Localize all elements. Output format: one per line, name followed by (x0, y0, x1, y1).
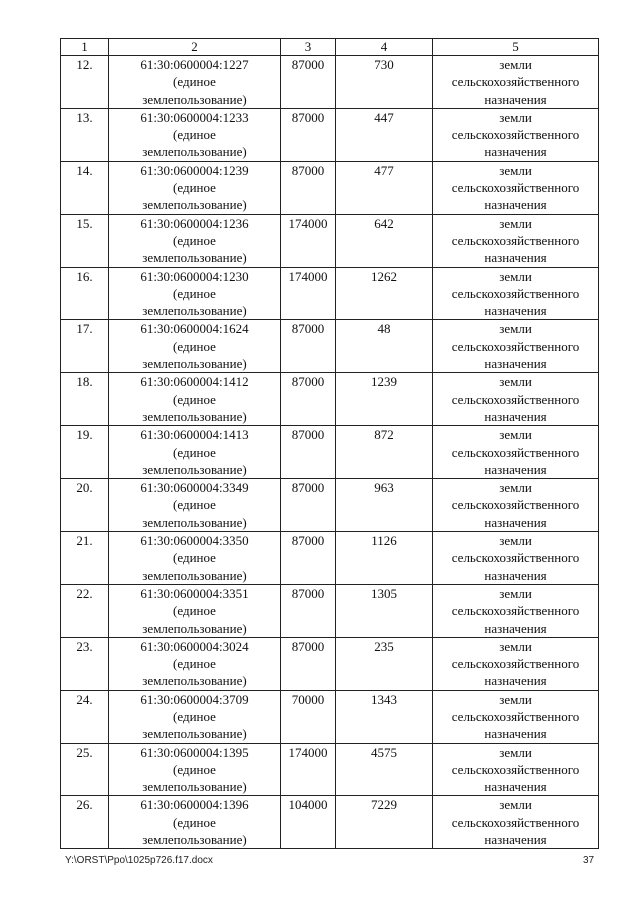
column-3-cell (281, 373, 336, 426)
cadastral-number: 61:30:0600004:1239 (140, 162, 249, 178)
land-category-line-1: земли (499, 533, 532, 549)
row-number: 20. (76, 480, 93, 496)
land-category-cell (433, 426, 599, 479)
column-4-cell (336, 532, 433, 585)
land-category-line-3: назначения (484, 408, 547, 424)
cadastral-cell (109, 690, 281, 743)
table-row (61, 108, 599, 161)
cadastral-cell (109, 479, 281, 532)
land-category-cell (433, 267, 599, 320)
column-3-value: 87000 (291, 57, 325, 72)
land-category-line-3: назначения (484, 197, 547, 213)
cadastral-number: 61:30:0600004:1236 (140, 215, 249, 231)
column-3-cell (281, 214, 336, 267)
land-category-cell (433, 479, 599, 532)
land-category-cell (433, 214, 599, 267)
land-category-line-1: земли (499, 374, 532, 390)
column-4-cell (336, 796, 433, 849)
cadastral-number: 61:30:0600004:3709 (140, 691, 249, 707)
column-3-value: 174000 (288, 744, 328, 760)
land-category-line-1: земли (499, 427, 532, 443)
table-row (61, 214, 599, 267)
land-category-cell (433, 56, 599, 109)
column-header-1: 1 (61, 39, 109, 56)
land-category-line-2: сельскохозяйственного (451, 127, 580, 143)
row-number: 22. (76, 585, 93, 601)
column-3-cell (281, 743, 336, 796)
land-category-line-1: земли (499, 109, 532, 125)
land-category-line-2: сельскохозяйственного (451, 708, 580, 724)
cadastral-note-line-2: землепользование) (142, 91, 247, 107)
cadastral-cell (109, 584, 281, 637)
land-category-cell (433, 161, 599, 214)
table-header-row (61, 39, 599, 56)
cadastral-number: 61:30:0600004:3024 (140, 638, 249, 654)
table-row (61, 743, 599, 796)
row-number: 13. (76, 109, 93, 125)
land-category-line-2: сельскохозяйственного (451, 338, 580, 354)
land-category-cell (433, 108, 599, 161)
land-category-line-3: назначения (484, 303, 547, 319)
cadastral-note-line-2: землепользование) (142, 620, 247, 636)
land-category-line-1: земли (499, 585, 532, 601)
land-category-line-2: сельскохозяйственного (451, 497, 580, 513)
row-number: 12. (76, 57, 93, 72)
cadastral-note-line-2: землепользование) (142, 461, 247, 477)
row-number-cell (61, 584, 109, 637)
land-category-line-3: назначения (484, 144, 547, 160)
column-3-cell (281, 161, 336, 214)
cadastral-note-line-1: (единое (173, 497, 216, 513)
cadastral-cell (109, 161, 281, 214)
land-category-line-3: назначения (484, 620, 547, 636)
cadastral-note-line-1: (единое (173, 232, 216, 248)
column-4-cell (336, 426, 433, 479)
cadastral-cell (109, 373, 281, 426)
land-category-line-1: земли (499, 215, 532, 231)
row-number-cell (61, 161, 109, 214)
land-category-line-2: сельскохозяйственного (451, 814, 580, 830)
column-3-cell (281, 796, 336, 849)
column-4-value: 1126 (371, 533, 397, 549)
table-row (61, 796, 599, 849)
table-row (61, 267, 599, 320)
cadastral-note-line-1: (единое (173, 603, 216, 619)
cadastral-note-line-1: (единое (173, 444, 216, 460)
cadastral-cell (109, 796, 281, 849)
cadastral-number: 61:30:0600004:1230 (140, 268, 249, 284)
row-number-cell (61, 214, 109, 267)
table-row (61, 532, 599, 585)
cadastral-note-line-2: землепользование) (142, 250, 247, 266)
cadastral-number: 61:30:0600004:3350 (140, 533, 249, 549)
land-category-line-2: сельскохозяйственного (451, 232, 580, 248)
column-3-value: 87000 (291, 585, 325, 601)
land-category-line-1: земли (499, 162, 532, 178)
row-number-cell (61, 320, 109, 373)
cadastral-note-line-1: (единое (173, 180, 216, 196)
column-4-value: 1343 (371, 691, 397, 707)
cadastral-number: 61:30:0600004:1395 (140, 744, 249, 760)
land-category-cell (433, 532, 599, 585)
cadastral-note-line-1: (единое (173, 708, 216, 724)
column-3-value: 174000 (288, 268, 328, 284)
cadastral-note-line-1: (единое (173, 761, 216, 777)
cadastral-note-line-1: (единое (173, 127, 216, 143)
column-4-cell (336, 108, 433, 161)
table-row (61, 584, 599, 637)
land-category-line-3: назначения (484, 567, 547, 583)
column-4-cell (336, 637, 433, 690)
row-number: 17. (76, 321, 93, 337)
row-number-cell (61, 532, 109, 585)
row-number: 18. (76, 374, 93, 390)
table-row (61, 637, 599, 690)
row-number-cell (61, 108, 109, 161)
cadastral-cell (109, 56, 281, 109)
land-category-line-1: земли (499, 638, 532, 654)
cadastral-number: 61:30:0600004:1227 (140, 57, 249, 72)
column-4-value: 1239 (371, 374, 397, 390)
column-4-value: 1305 (371, 585, 397, 601)
column-4-cell (336, 690, 433, 743)
cadastral-note-line-1: (единое (173, 656, 216, 672)
column-3-cell (281, 108, 336, 161)
cadastral-note-line-2: землепользование) (142, 408, 247, 424)
cadastral-number: 61:30:0600004:1624 (140, 321, 249, 337)
land-category-cell (433, 584, 599, 637)
footer-page-number: 37 (583, 855, 595, 866)
row-number-cell (61, 267, 109, 320)
column-4-cell (336, 267, 433, 320)
row-number-cell (61, 690, 109, 743)
cadastral-number: 61:30:0600004:3349 (140, 480, 249, 496)
cadastral-cell (109, 267, 281, 320)
cadastral-note-line-2: землепользование) (142, 832, 247, 848)
row-number: 15. (76, 215, 93, 231)
column-3-cell (281, 320, 336, 373)
land-category-line-2: сельскохозяйственного (451, 656, 580, 672)
cadastral-note-line-2: землепользование) (142, 197, 247, 213)
column-3-cell (281, 690, 336, 743)
land-category-cell (433, 373, 599, 426)
cadastral-number: 61:30:0600004:1413 (140, 427, 249, 443)
land-category-line-3: назначения (484, 250, 547, 266)
row-number: 23. (76, 638, 93, 654)
land-category-cell (433, 796, 599, 849)
cadastral-note-line-1: (единое (173, 391, 216, 407)
land-category-line-3: назначения (484, 779, 547, 795)
column-3-value: 87000 (291, 480, 325, 496)
column-4-value: 447 (374, 109, 394, 125)
column-3-cell (281, 426, 336, 479)
column-4-value: 48 (377, 321, 391, 337)
column-4-value: 477 (374, 162, 394, 178)
land-category-line-2: сельскохозяйственного (451, 550, 580, 566)
cadastral-cell (109, 108, 281, 161)
cadastral-note-line-2: землепользование) (142, 779, 247, 795)
land-category-line-1: земли (499, 57, 532, 72)
row-number-cell (61, 479, 109, 532)
column-4-value: 963 (374, 480, 394, 496)
cadastral-number: 61:30:0600004:1396 (140, 797, 249, 813)
cadastral-cell (109, 637, 281, 690)
column-3-value: 70000 (291, 691, 325, 707)
cadastral-cell (109, 532, 281, 585)
table-row (61, 56, 599, 109)
column-4-value: 7229 (371, 797, 397, 813)
cadastral-note-line-2: землепользование) (142, 144, 247, 160)
table-row (61, 426, 599, 479)
cadastral-number: 61:30:0600004:1233 (140, 109, 249, 125)
land-category-line-1: земли (499, 691, 532, 707)
land-category-line-2: сельскохозяйственного (451, 603, 580, 619)
cadastral-note-line-1: (единое (173, 74, 216, 90)
land-category-cell (433, 320, 599, 373)
row-number: 26. (76, 797, 93, 813)
column-3-value: 174000 (288, 215, 328, 231)
table-row (61, 161, 599, 214)
land-category-line-2: сельскохозяйственного (451, 391, 580, 407)
land-category-cell (433, 743, 599, 796)
column-3-value: 87000 (291, 533, 325, 549)
column-header-4: 4 (336, 39, 433, 56)
land-category-line-3: назначения (484, 514, 547, 530)
land-category-line-1: земли (499, 480, 532, 496)
column-4-cell (336, 214, 433, 267)
row-number: 25. (76, 744, 93, 760)
cadastral-number: 61:30:0600004:1412 (140, 374, 249, 390)
row-number: 21. (76, 533, 93, 549)
cadastral-cell (109, 426, 281, 479)
row-number: 16. (76, 268, 93, 284)
row-number: 24. (76, 691, 93, 707)
column-4-value: 4575 (371, 744, 397, 760)
land-category-line-2: сельскохозяйственного (451, 285, 580, 301)
land-category-line-3: назначения (484, 726, 547, 742)
land-category-cell (433, 690, 599, 743)
land-category-line-2: сельскохозяйственного (451, 761, 580, 777)
row-number-cell (61, 637, 109, 690)
land-category-line-1: земли (499, 797, 532, 813)
table-row (61, 479, 599, 532)
column-3-value: 87000 (291, 374, 325, 390)
column-3-value: 87000 (291, 321, 325, 337)
column-4-cell (336, 743, 433, 796)
column-header-3: 3 (281, 39, 336, 56)
cadastral-note-line-2: землепользование) (142, 514, 247, 530)
row-number-cell (61, 796, 109, 849)
land-category-line-3: назначения (484, 461, 547, 477)
land-category-line-3: назначения (484, 91, 547, 107)
row-number: 14. (76, 162, 93, 178)
column-4-cell (336, 584, 433, 637)
cadastral-note-line-2: землепользование) (142, 356, 247, 372)
land-category-line-2: сельскохозяйственного (451, 180, 580, 196)
column-4-cell (336, 479, 433, 532)
land-category-line-1: земли (499, 268, 532, 284)
column-4-value: 730 (374, 57, 394, 72)
footer-file-path: Y:\ORST\Ppo\1025p726.f17.docx (65, 855, 213, 866)
cadastral-note-line-2: землепользование) (142, 726, 247, 742)
land-category-cell (433, 637, 599, 690)
column-header-2: 2 (109, 39, 281, 56)
row-number-cell (61, 56, 109, 109)
row-number-cell (61, 373, 109, 426)
column-4-value: 235 (374, 638, 394, 654)
column-3-value: 104000 (288, 797, 328, 813)
cadastral-note-line-2: землепользование) (142, 567, 247, 583)
cadastral-cell (109, 320, 281, 373)
column-4-cell (336, 56, 433, 109)
cadastral-note-line-1: (единое (173, 285, 216, 301)
land-category-line-3: назначения (484, 356, 547, 372)
land-category-line-2: сельскохозяйственного (451, 444, 580, 460)
column-3-cell (281, 56, 336, 109)
column-4-value: 642 (374, 215, 394, 231)
cadastral-cell (109, 743, 281, 796)
column-3-cell (281, 532, 336, 585)
column-4-cell (336, 161, 433, 214)
land-category-line-2: сельскохозяйственного (451, 74, 580, 90)
column-3-value: 87000 (291, 162, 325, 178)
column-3-value: 87000 (291, 638, 325, 654)
column-3-value: 87000 (291, 109, 325, 125)
cadastral-cell (109, 214, 281, 267)
cadastral-note-line-1: (единое (173, 814, 216, 830)
column-4-cell (336, 373, 433, 426)
column-3-value: 87000 (291, 427, 325, 443)
cadastral-note-line-1: (единое (173, 338, 216, 354)
table-row (61, 320, 599, 373)
table-row (61, 373, 599, 426)
table-row (61, 690, 599, 743)
row-number: 19. (76, 427, 93, 443)
row-number-cell (61, 426, 109, 479)
column-3-cell (281, 479, 336, 532)
cadastral-note-line-2: землепользование) (142, 303, 247, 319)
cadastral-note-line-2: землепользование) (142, 673, 247, 689)
cadastral-number: 61:30:0600004:3351 (140, 585, 249, 601)
column-3-cell (281, 584, 336, 637)
land-category-line-3: назначения (484, 832, 547, 848)
column-4-value: 872 (374, 427, 394, 443)
row-number-cell (61, 743, 109, 796)
land-category-line-1: земли (499, 321, 532, 337)
column-header-5: 5 (433, 39, 599, 56)
column-4-value: 1262 (371, 268, 397, 284)
land-plots-table (60, 38, 599, 849)
land-category-line-1: земли (499, 744, 532, 760)
column-3-cell (281, 637, 336, 690)
land-category-line-3: назначения (484, 673, 547, 689)
column-3-cell (281, 267, 336, 320)
column-4-cell (336, 320, 433, 373)
cadastral-note-line-1: (единое (173, 550, 216, 566)
